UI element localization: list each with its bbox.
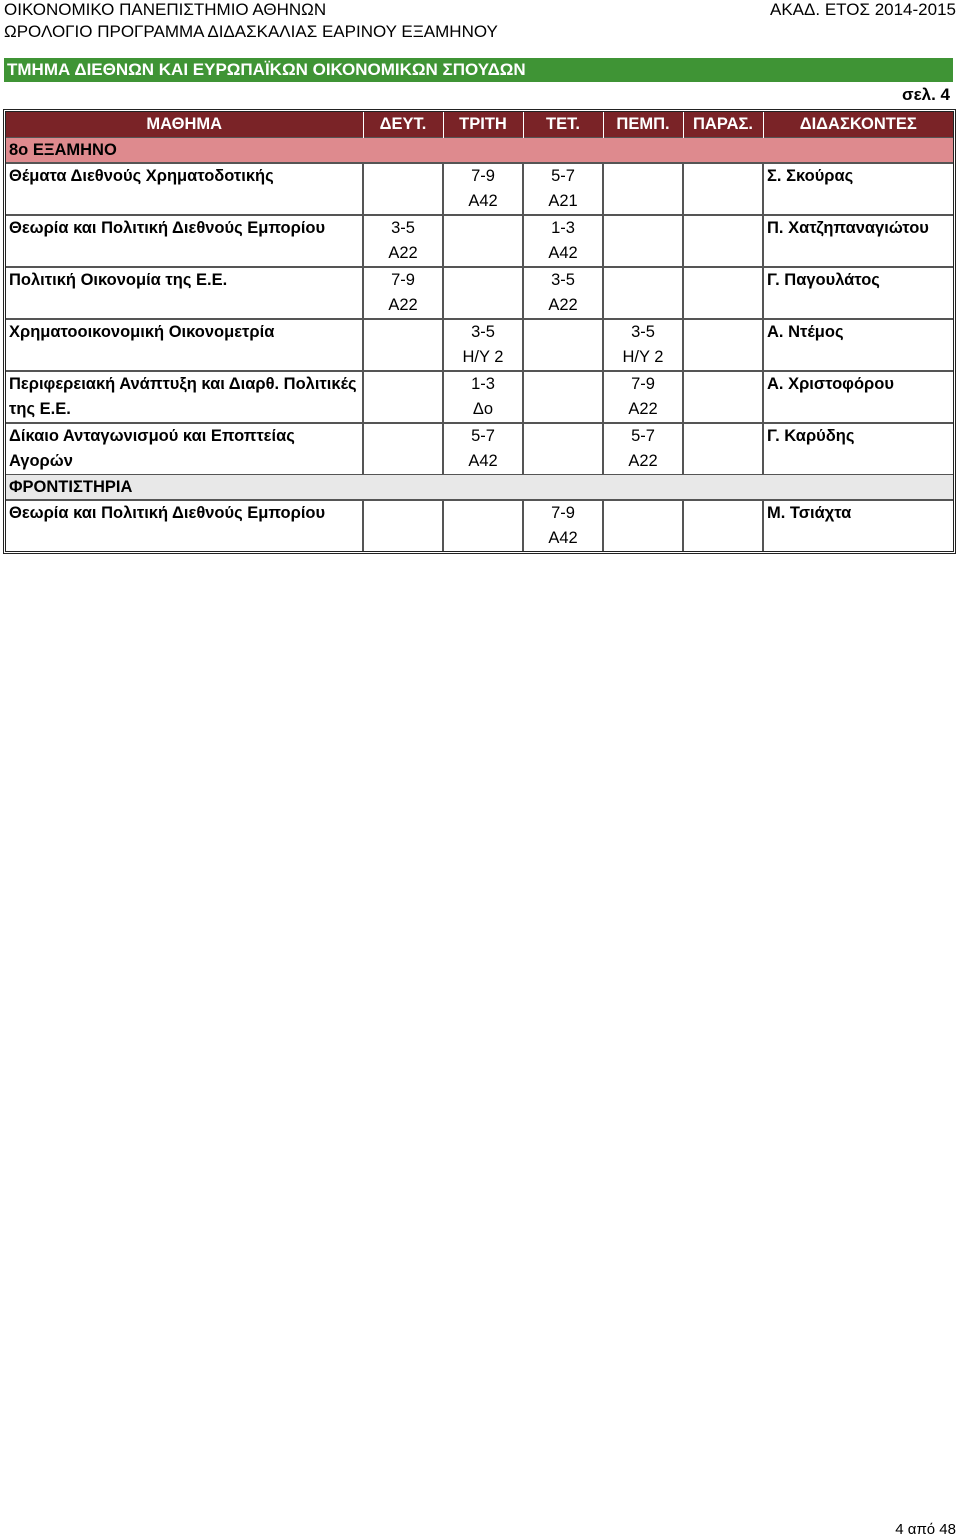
slot-hours [684, 216, 762, 241]
slot-room [524, 397, 602, 422]
slot-room [604, 189, 682, 214]
time-slot [683, 500, 763, 551]
course-title: Χρηματοοικονομική Οικονομετρία [6, 319, 363, 371]
course-title: Δίκαιο Ανταγωνισμού και Εποπτείας Αγορών [6, 423, 363, 475]
slot-room: Α22 [628, 452, 658, 470]
slot-room [444, 526, 522, 551]
slot-hours [684, 501, 762, 526]
course-title: Πολιτική Οικονομία της Ε.Ε. [6, 267, 363, 319]
page-footer: 4 από 48 [895, 1521, 956, 1538]
time-slot [603, 423, 683, 475]
slot-room [604, 241, 682, 266]
time-slot [443, 500, 523, 551]
slot-hours: 3-5 [471, 323, 495, 341]
col-wednesday: ΤΕΤ. [523, 112, 603, 138]
slot-hours: 3-5 [391, 219, 415, 237]
slot-hours [444, 501, 522, 526]
slot-hours [364, 320, 442, 345]
slot-hours: 1-3 [551, 219, 575, 237]
course-title: Θεωρία και Πολιτική Διεθνούς Εμπορίου [6, 500, 363, 551]
slot-hours [364, 501, 442, 526]
slot-hours [604, 501, 682, 526]
course-teacher: Π. Χατζηπαναγιώτου [763, 215, 953, 267]
slot-room: Η/Υ 2 [622, 348, 664, 366]
time-slot [523, 500, 603, 551]
slot-room [444, 293, 522, 318]
slot-room: Α42 [468, 452, 498, 470]
course-row [6, 319, 953, 371]
course-row [6, 215, 953, 267]
slot-hours: 7-9 [631, 375, 655, 393]
time-slot [363, 500, 443, 551]
course-teacher: Γ. Καρύδης [763, 423, 953, 475]
time-slot [603, 215, 683, 267]
slot-hours [364, 372, 442, 397]
course-teacher: Α. Ντέμος [763, 319, 953, 371]
slot-room [604, 293, 682, 318]
time-slot [683, 215, 763, 267]
course-row [6, 423, 953, 475]
slot-hours [604, 164, 682, 189]
col-monday: ΔΕΥΤ. [363, 112, 443, 138]
academic-year: ΑΚΑΔ. ΕΤΟΣ 2014-2015 [770, 0, 956, 19]
time-slot [683, 371, 763, 423]
course-row [6, 267, 953, 319]
slot-room [364, 449, 442, 474]
time-slot [683, 163, 763, 215]
slot-room: Α42 [548, 529, 578, 547]
col-course: ΜΑΘΗΜΑ [6, 112, 363, 138]
tutorials-row [6, 475, 953, 501]
slot-room [604, 526, 682, 551]
slot-hours: 3-5 [551, 271, 575, 289]
tutorials-label: ΦΡΟΝΤΙΣΤΗΡΙΑ [6, 475, 953, 501]
time-slot [683, 319, 763, 371]
course-row [6, 163, 953, 215]
semester-label: 8ο ΕΞΑΜΗΝΟ [6, 138, 953, 164]
slot-hours: 5-7 [471, 427, 495, 445]
slot-room [444, 241, 522, 266]
slot-room: Η/Υ 2 [462, 348, 504, 366]
slot-room: Α22 [388, 244, 418, 262]
time-slot [603, 319, 683, 371]
slot-room [684, 189, 762, 214]
slot-hours [444, 216, 522, 241]
time-slot [443, 267, 523, 319]
slot-room [364, 526, 442, 551]
course-teacher: Γ. Παγουλάτος [763, 267, 953, 319]
time-slot [363, 267, 443, 319]
slot-room: Α22 [388, 296, 418, 314]
slot-room [684, 397, 762, 422]
time-slot [603, 163, 683, 215]
time-slot [523, 423, 603, 475]
time-slot [443, 423, 523, 475]
page-label: σελ. 4 [901, 85, 950, 104]
time-slot [523, 215, 603, 267]
slot-room: Α42 [548, 244, 578, 262]
time-slot [603, 500, 683, 551]
slot-room: Δο [472, 400, 494, 418]
slot-hours: 5-7 [551, 167, 575, 185]
slot-hours [684, 268, 762, 293]
time-slot [683, 423, 763, 475]
time-slot [683, 267, 763, 319]
slot-hours [364, 164, 442, 189]
schedule-table [3, 109, 956, 554]
time-slot [443, 163, 523, 215]
course-title: Θέματα Διεθνούς Χρηματοδοτικής [6, 163, 363, 215]
course-teacher: Α. Χριστοφόρου [763, 371, 953, 423]
slot-hours [364, 424, 442, 449]
course-teacher: Σ. Σκούρας [763, 163, 953, 215]
course-row [6, 371, 953, 423]
program-title: ΩΡΟΛΟΓΙΟ ΠΡΟΓΡΑΜΜΑ ΔΙΔΑΣΚΑΛΙΑΣ ΕΑΡΙΝΟΥ ΕΞΑΜΗΝΟΥ [4, 22, 498, 41]
time-slot [523, 163, 603, 215]
slot-hours [524, 372, 602, 397]
slot-hours: 7-9 [551, 504, 575, 522]
time-slot [363, 423, 443, 475]
time-slot [363, 215, 443, 267]
slot-room: Α21 [548, 192, 578, 210]
slot-room [524, 345, 602, 370]
slot-hours [684, 372, 762, 397]
time-slot [523, 319, 603, 371]
col-thursday: ΠΕΜΠ. [603, 112, 683, 138]
slot-hours: 1-3 [471, 375, 495, 393]
slot-room [684, 241, 762, 266]
slot-room [684, 449, 762, 474]
slot-hours: 7-9 [391, 271, 415, 289]
slot-room [364, 397, 442, 422]
slot-room [684, 526, 762, 551]
slot-room [684, 293, 762, 318]
slot-room [524, 449, 602, 474]
time-slot [363, 371, 443, 423]
slot-hours [604, 268, 682, 293]
time-slot [443, 215, 523, 267]
column-header-row [6, 112, 953, 138]
course-title: Θεωρία και Πολιτική Διεθνούς Εμπορίου [6, 215, 363, 267]
semester-row [6, 138, 953, 164]
course-teacher: Μ. Τσιάχτα [763, 500, 953, 551]
course-title: Περιφερειακή Ανάπτυξη και Διαρθ. Πολιτικές της Ε.Ε. [6, 371, 363, 423]
slot-room: Α22 [628, 400, 658, 418]
slot-hours: 7-9 [471, 167, 495, 185]
time-slot [443, 319, 523, 371]
col-tuesday: ΤΡΙΤΗ [443, 112, 523, 138]
university-name: ΟΙΚΟΝΟΜΙΚΟ ΠΑΝΕΠΙΣΤΗΜΙΟ ΑΘΗΝΩΝ [4, 0, 327, 19]
slot-hours [524, 424, 602, 449]
time-slot [363, 319, 443, 371]
time-slot [523, 371, 603, 423]
slot-hours [684, 164, 762, 189]
slot-hours [444, 268, 522, 293]
slot-hours [524, 320, 602, 345]
slot-room [684, 345, 762, 370]
department-banner: ΤΜΗΜΑ ΔΙΕΘΝΩΝ ΚΑΙ ΕΥΡΩΠΑΪΚΩΝ ΟΙΚΟΝΟΜΙΚΩΝ ΣΠΟΥΔΩΝ [4, 58, 953, 82]
slot-hours: 3-5 [631, 323, 655, 341]
slot-room: Α22 [548, 296, 578, 314]
slot-hours [684, 424, 762, 449]
time-slot [523, 267, 603, 319]
slot-hours: 5-7 [631, 427, 655, 445]
slot-room [364, 189, 442, 214]
col-friday: ΠΑΡΑΣ. [683, 112, 763, 138]
time-slot [443, 371, 523, 423]
slot-hours [604, 216, 682, 241]
slot-room [364, 345, 442, 370]
col-teachers: ΔΙΔΑΣΚΟΝΤΕΣ [763, 112, 953, 138]
slot-hours [684, 320, 762, 345]
course-row [6, 500, 953, 551]
time-slot [363, 163, 443, 215]
slot-room: Α42 [468, 192, 498, 210]
time-slot [603, 267, 683, 319]
time-slot [603, 371, 683, 423]
